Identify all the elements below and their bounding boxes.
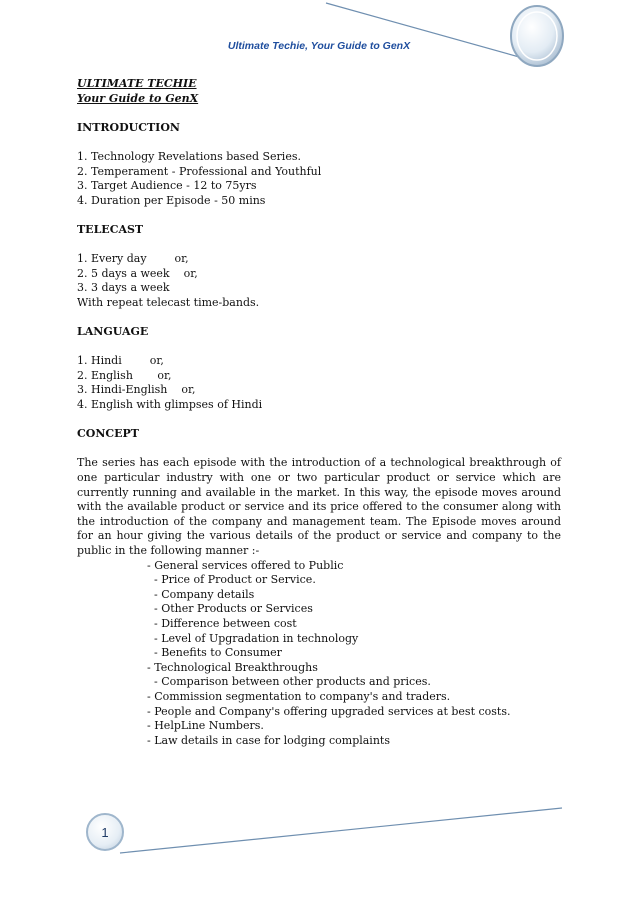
list-item: - Other Products or Services bbox=[154, 602, 313, 616]
list-item: - Difference between cost bbox=[154, 616, 297, 630]
list-item: 3. Target Audience - 12 to 75yrs bbox=[77, 179, 257, 193]
list-item: 2. Temperament - Professional and Youthful bbox=[77, 164, 322, 178]
concept-heading: CONCEPT bbox=[77, 427, 139, 441]
list-item: 2. 5 days a week or, bbox=[77, 266, 198, 280]
list-item: 3. 3 days a week bbox=[77, 281, 170, 295]
list-item: 4. Duration per Episode - 50 mins bbox=[77, 193, 266, 207]
list-item: - Benefits to Consumer bbox=[154, 646, 282, 660]
document-title: ULTIMATE TECHIE bbox=[77, 77, 197, 90]
list-item: 1. Every day or, bbox=[77, 252, 189, 266]
list-item: - Price of Product or Service. bbox=[154, 573, 316, 587]
concept-paragraph: The series has each episode with the introduction of a technological breakthrough of one particular industry with one or two particular product or service which are currently running and available in the market. In this way, the episode moves around with the available product or service and its price offered to the consumer along with the introduction of the company and management team. The Episode moves around for an hour giving the various details of the product or service and company to the public in the following manner :- bbox=[77, 456, 561, 557]
list-item: - General services offered to Public bbox=[147, 558, 344, 572]
list-item: - HelpLine Numbers. bbox=[147, 719, 264, 733]
list-item: - Technological Breakthroughs bbox=[147, 660, 318, 674]
list-item: - Company details bbox=[154, 587, 255, 601]
telecast-heading: TELECAST bbox=[77, 222, 144, 236]
header-decor-line bbox=[326, 3, 537, 62]
list-item: - People and Company's offering upgraded services at best costs. bbox=[147, 704, 511, 718]
list-item: - Law details in case for lodging complaints bbox=[147, 733, 390, 747]
list-item: 2. English or, bbox=[77, 368, 172, 382]
footer-decor-line bbox=[120, 808, 562, 853]
list-item: - Commission segmentation to company's and traders. bbox=[147, 689, 451, 703]
list-item: - Level of Upgradation in technology bbox=[154, 631, 359, 645]
telecast-note: With repeat telecast time-bands. bbox=[77, 295, 260, 309]
list-item: 1. Technology Revelations based Series. bbox=[77, 149, 301, 163]
introduction-heading: INTRODUCTION bbox=[77, 120, 180, 134]
list-item: 4. English with glimpses of Hindi bbox=[77, 398, 263, 412]
list-item: 1. Hindi or, bbox=[77, 354, 164, 368]
page-number: 1 bbox=[86, 813, 124, 851]
document-subtitle: Your Guide to GenX bbox=[77, 91, 199, 105]
list-item: - Comparison between other products and prices. bbox=[154, 675, 431, 689]
list-item: 3. Hindi-English or, bbox=[77, 383, 196, 397]
language-heading: LANGUAGE bbox=[77, 325, 149, 339]
header-decor-circle bbox=[511, 6, 563, 66]
running-header: Ultimate Techie, Your Guide to GenX bbox=[227, 40, 411, 52]
document-body bbox=[77, 77, 561, 748]
